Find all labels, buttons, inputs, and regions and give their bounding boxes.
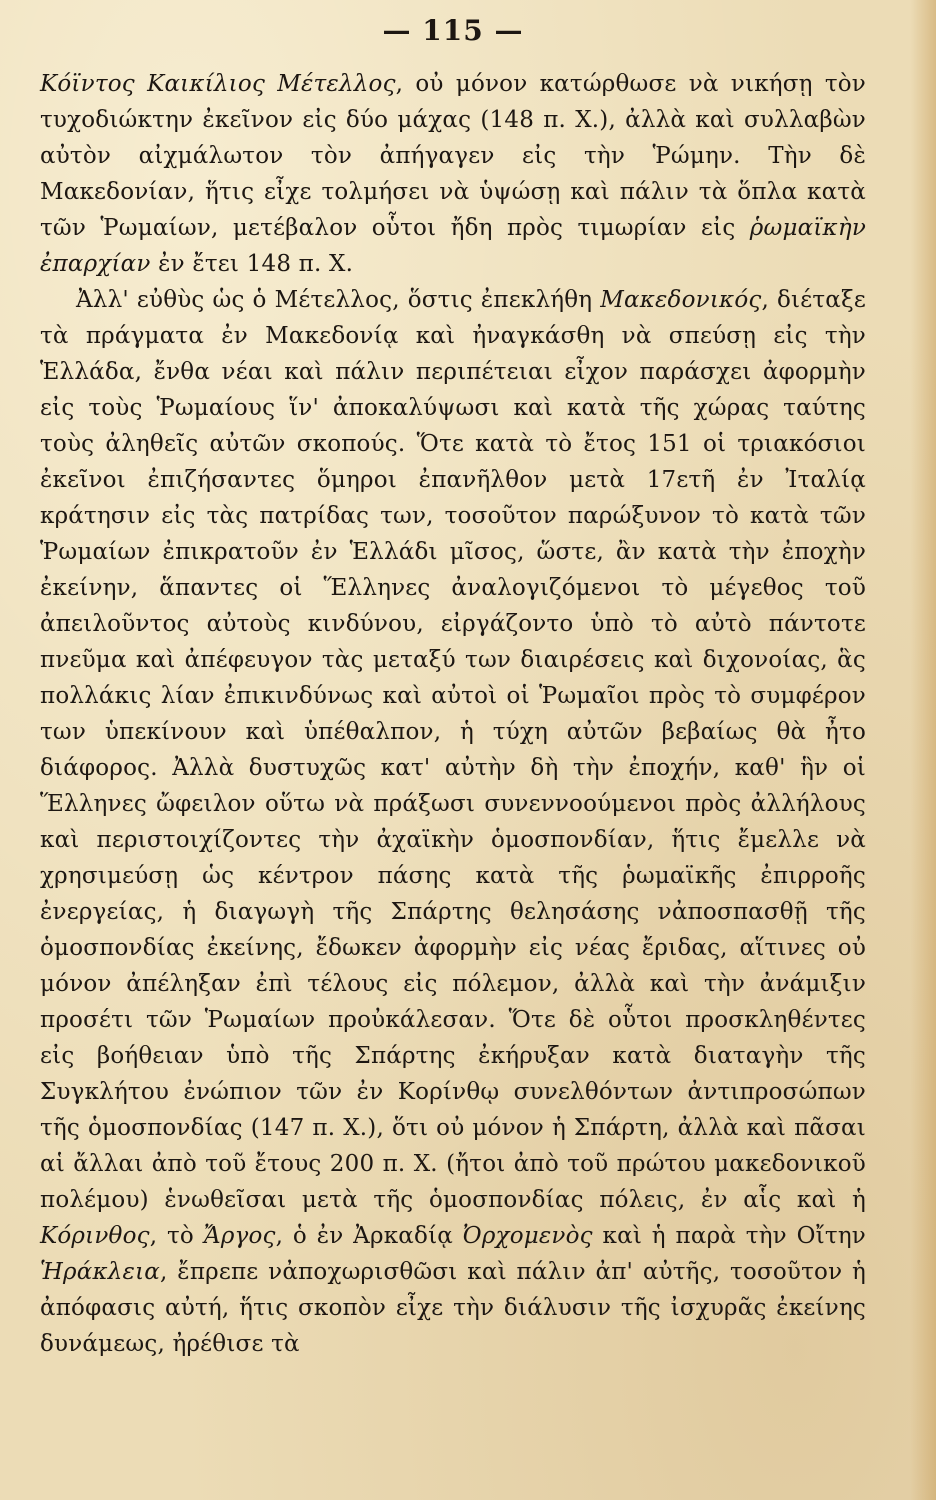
text-run: , ἔπρεπε νἀποχωρισθῶσι καὶ πάλιν ἀπ' αὐτῆς, τοσοῦτον ἡ ἀπόφασις αὐτή, ἥτις σκοπὸν εἶχε τὴν διάλυσιν τῆς ἰσχυρᾶς ἐκείνης δυνάμεως, ἠρέθισε τὰ: [40, 1259, 866, 1357]
page-edge-shading: [910, 0, 936, 1500]
body-text: [40, 66, 866, 1362]
italic-name: Ἡράκλεια: [40, 1259, 161, 1285]
text-run: , ὁ ἐν Ἀρκαδίᾳ: [275, 1223, 463, 1249]
text-run: , τὸ: [149, 1223, 204, 1249]
italic-name: Ὀρχομενὸς: [462, 1223, 593, 1249]
paragraph: [40, 66, 866, 282]
page-number-header: — 115 —: [382, 14, 524, 47]
text-run: , οὐ μόνον κατώρθωσε νὰ νικήσῃ τὸν τυχοδιώκτην ἐκεῖνον εἰς δύο μάχας (148 π. Χ.), ἀλλὰ καὶ συλλαβὼν αὐτὸν αἰχμάλωτον τὸν ἀπήγαγεν εἰς τὴν Ῥώμην. Τὴν δὲ Μακεδονίαν, ἥτις εἶχε τολμήσει νὰ ὑψώσῃ καὶ πάλιν τὰ ὅπλα κατὰ τῶν Ῥωμαίων, μετέβαλον οὗτοι ἤδη πρὸς τιμωρίαν εἰς: [40, 71, 866, 241]
paragraph: [40, 282, 866, 1362]
italic-name: Ἄργος: [203, 1223, 276, 1249]
italic-name: Κόϊντος Καικίλιος Μέτελλος: [40, 71, 396, 97]
text-run: , διέταξε τὰ πράγματα ἐν Μακεδονίᾳ καὶ ἠναγκάσθη νὰ σπεύσῃ εἰς τὴν Ἑλλάδα, ἔνθα νέαι καὶ πάλιν περιπέτειαι εἶχον παράσχει ἀφορμὴν εἰς τοὺς Ῥωμαίους ἵν' ἀποκαλύψωσι καὶ κατὰ τῆς χώρας ταύτης τοὺς ἀληθεῖς αὐτῶν σκοπούς. Ὅτε κατὰ τὸ ἔτος 151 οἱ τριακόσιοι ἐκεῖνοι ἐπιζήσαντες ὅμηροι ἐπανῆλθον μετὰ 17ετῆ ἐν Ἰταλίᾳ κράτησιν εἰς τὰς πατρίδας των, τοσοῦτον παρώξυνον τὸ κατὰ τῶν Ῥωμαίων ἐπικρατοῦν ἐν Ἑλλάδι μῖσος, ὥστε, ἂν κατὰ τὴν ἐποχὴν ἐκείνην, ἅπαντες οἱ Ἕλληνες ἀναλογιζόμενοι τὸ μέγεθος τοῦ ἀπειλοῦντος αὐτοὺς κινδύνου, εἰργάζοντο ὑπὸ τὸ αὐτὸ πάντοτε πνεῦμα καὶ ἀπέφευγον τὰς μεταξύ των διαιρέσεις καὶ διχονοίας, ἃς πολλάκις λίαν ἐπικινδύνως καὶ αὐτοὶ οἱ Ῥωμαῖοι πρὸς τὸ συμφέρον των ὑπεκίνουν καὶ ὑπέθαλπον, ἡ τύχη αὐτῶν βεβαίως θὰ ἦτο διάφορος. Ἀλλὰ δυστυχῶς κατ' αὐτὴν δὴ τὴν ἐποχήν, καθ' ἣν οἱ Ἕλληνες ὤφειλον οὕτω νὰ πράξωσι συνεννοούμενοι πρὸς ἀλλήλους καὶ περιστοιχίζοντες τὴν ἀχαϊκὴν ὁμοσπονδίαν, ἥτις ἔμελλε νὰ χρησιμεύσῃ ὡς κέντρον πάσης κατὰ τῆς ῥωμαϊκῆς ἐπιρροῆς ἐνεργείας, ἡ διαγωγὴ τῆς Σπάρτης θελησάσης νἀποσπασθῇ τῆς ὁμοσπονδίας ἐκείνης, ἔδωκεν ἀφορμὴν εἰς νέας ἔριδας, αἵτινες οὐ μόνον ἀπέληξαν ἐπὶ τέλους εἰς πόλεμον, ἀλλὰ καὶ τὴν ἀνάμιξιν προσέτι τῶν Ῥωμαίων προὐκάλεσαν. Ὅτε δὲ οὗτοι προσκληθέντες εἰς βοήθειαν ὑπὸ τῆς Σπάρτης ἐκήρυξαν κατὰ διαταγὴν τῆς Συγκλήτου ἐνώπιον τῶν ἐν Κορίνθῳ συνελθόντων ἀντιπροσώπων τῆς ὁμοσπονδίας (147 π. Χ.), ὅτι οὐ μόνον ἡ Σπάρτη, ἀλλὰ καὶ πᾶσαι αἱ ἄλλαι ἀπὸ τοῦ ἔτους 200 π. Χ. (ἤτοι ἀπὸ τοῦ πρώτου μακεδονικοῦ πολέμου) ἑνωθεῖσαι μετὰ τῆς ὁμοσπονδίας πόλεις, ἐν αἷς καὶ ἡ: [40, 287, 866, 1213]
text-run: ἐν ἔτει 148 π. Χ.: [150, 251, 354, 277]
italic-name: Κόρινθος: [40, 1223, 150, 1249]
text-run: Ἀλλ' εὐθὺς ὡς ὁ Μέτελλος, ὅστις ἐπεκλήθη: [76, 287, 601, 313]
text-run: καὶ ἡ παρὰ τὴν Οἴτην: [592, 1223, 866, 1249]
italic-name: Μακεδονικός: [600, 287, 762, 313]
italic-name: ῥωμαϊκὴν ἐπαρχίαν: [40, 215, 866, 277]
